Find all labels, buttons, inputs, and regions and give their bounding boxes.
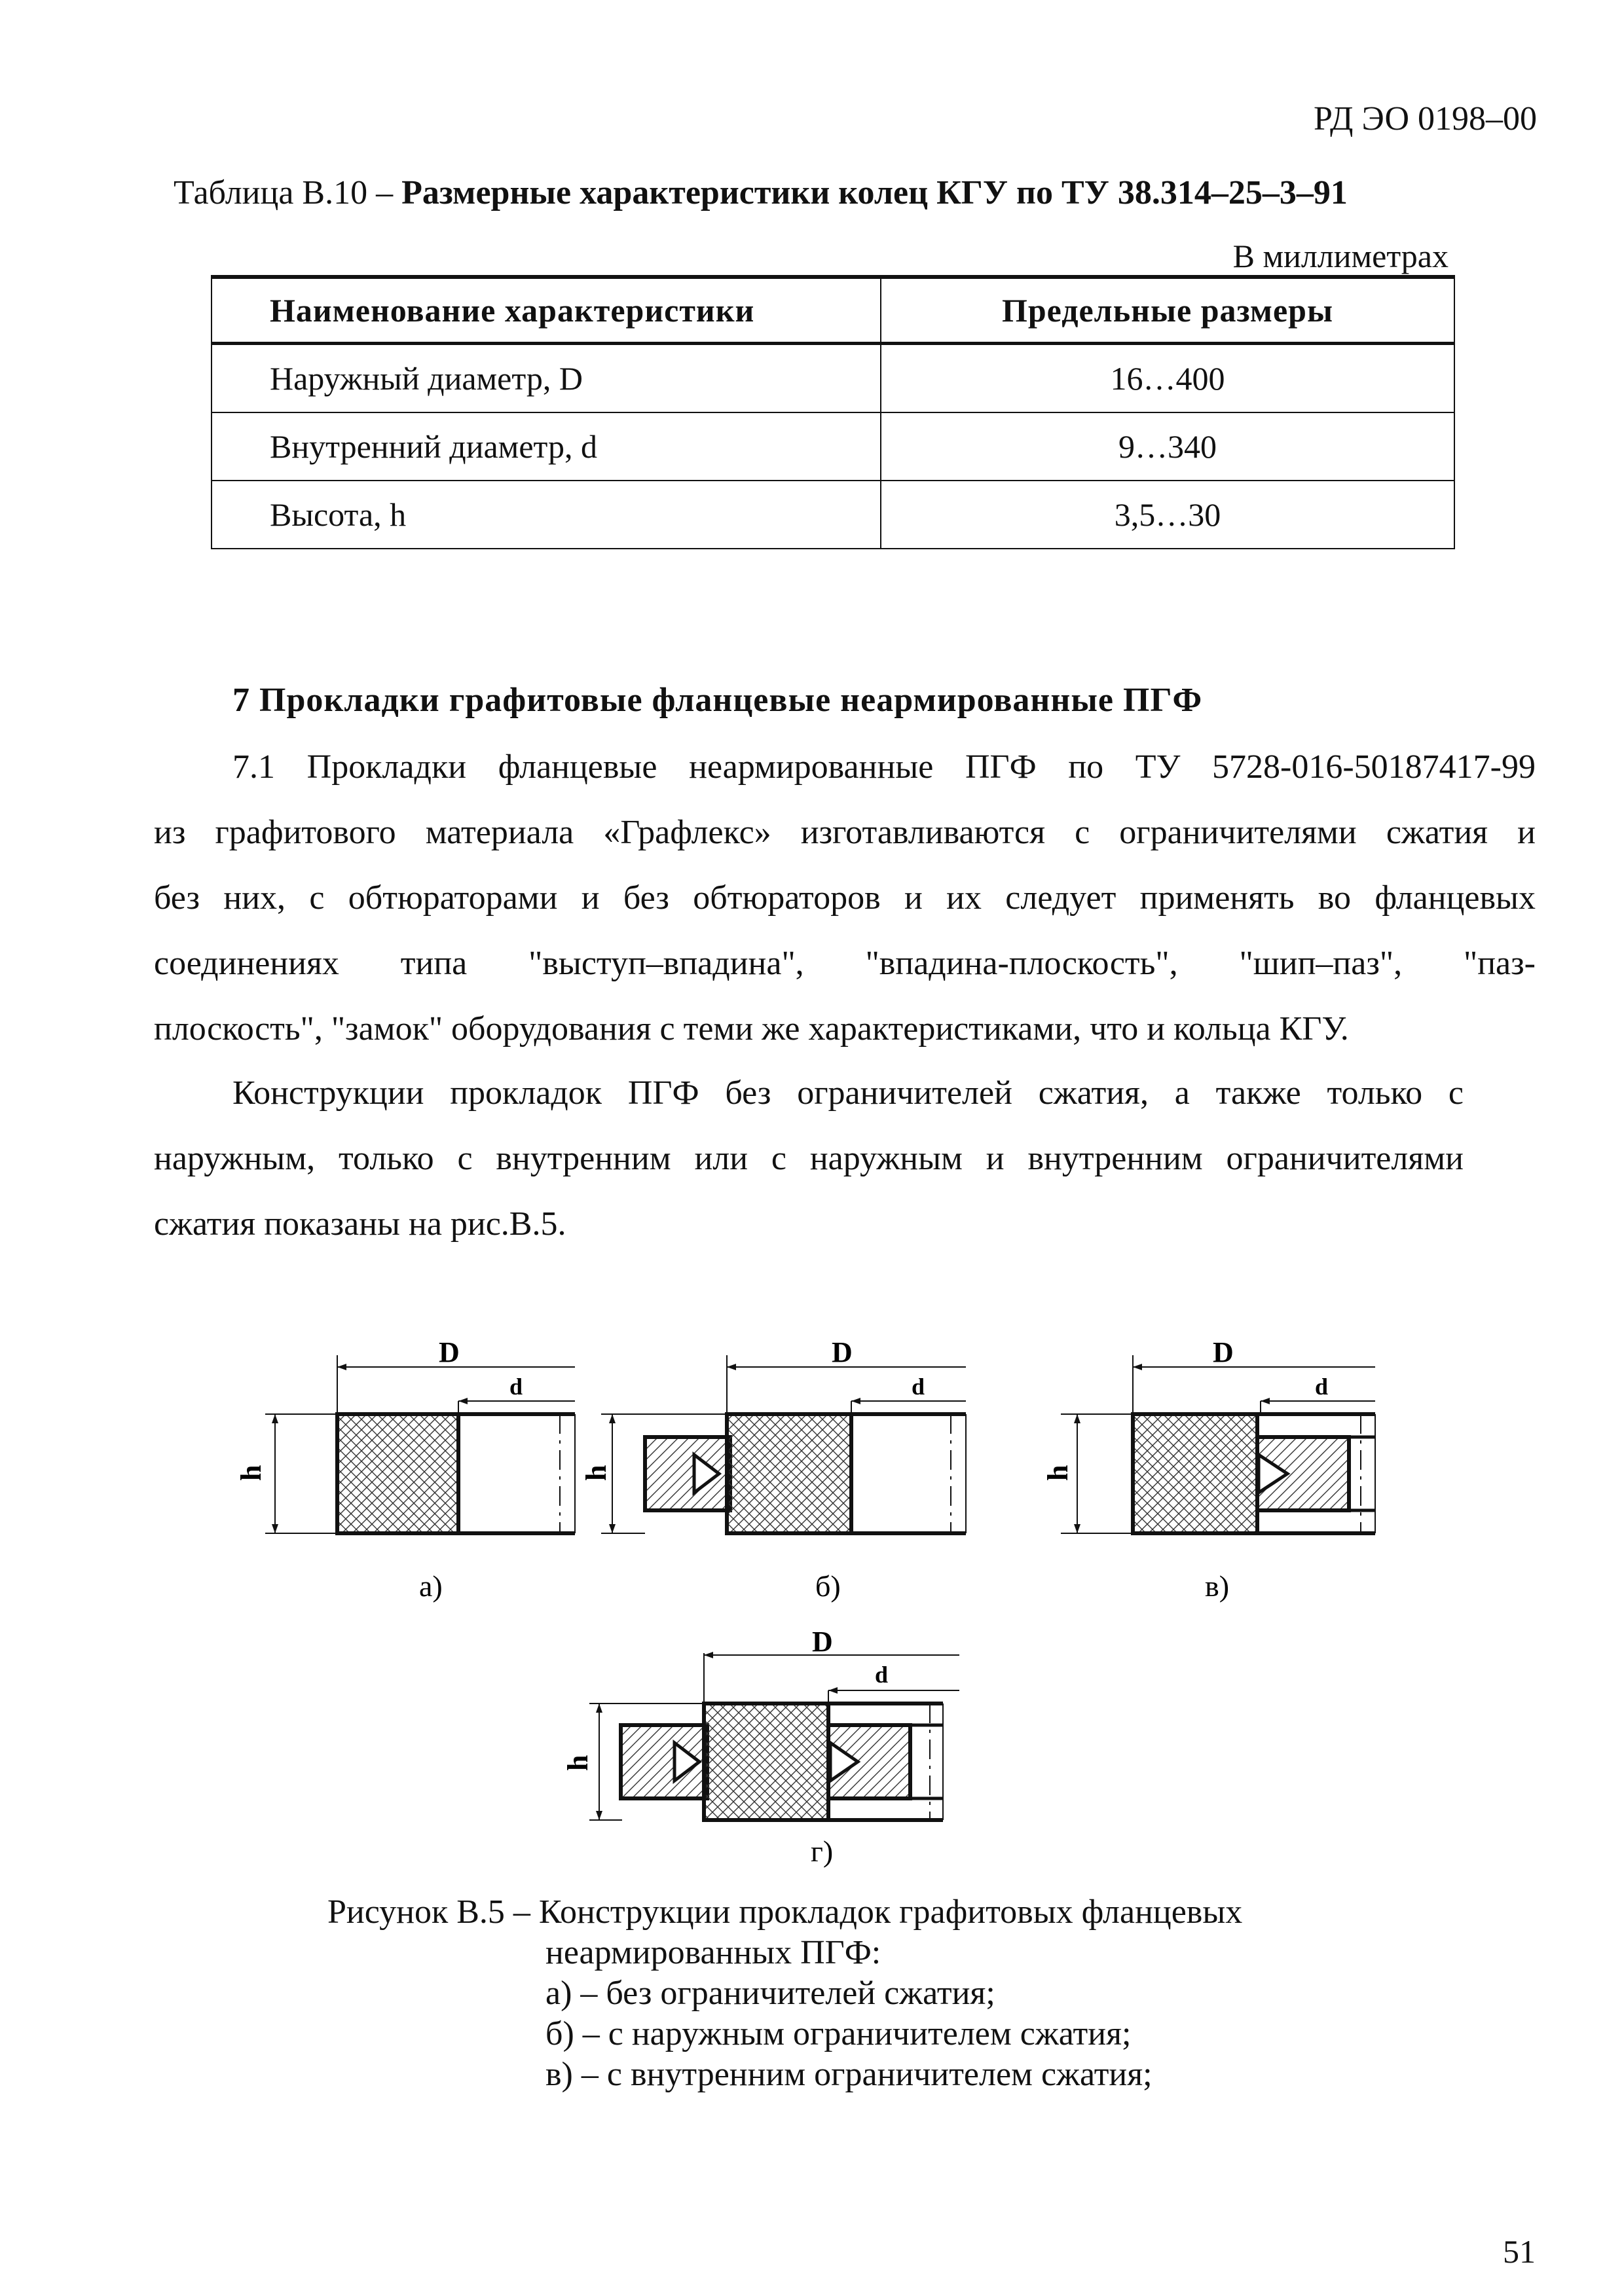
- panel-c-label: в): [1205, 1569, 1230, 1603]
- figure-caption-item: б) – с наружным ограничителем сжатия;: [545, 2015, 1132, 2052]
- figure-caption-line: Рисунок В.5 – Конструкции прокладок графитовых фланцевых: [327, 1893, 1243, 1931]
- paragraph-line: Конструкции прокладок ПГФ без ограничителей сжатия, а также только с: [232, 1074, 1464, 1112]
- panel-a-height-label: h: [235, 1465, 267, 1481]
- paragraph-line: наружным, только с внутренним или с наружным и внутренним ограничителями: [154, 1140, 1464, 1177]
- figure-caption-item: в) – с внутренним ограничителем сжатия;: [545, 2056, 1153, 2093]
- panel-b-label: б): [815, 1569, 841, 1603]
- document-code: РД ЭО 0198–00: [1314, 100, 1537, 137]
- figure-caption-line: неармированных ПГФ:: [545, 1934, 881, 1971]
- panel-a-drawing: [265, 1355, 575, 1533]
- column-header-limits: Предельные размеры: [881, 277, 1454, 344]
- page-number: 51: [1503, 2233, 1536, 2270]
- panel-d-height-label: h: [562, 1755, 594, 1771]
- cell-value: 3,5…30: [881, 481, 1454, 549]
- paragraph-line: без них, с обтюраторами и без обтюраторов и их следует применять во фланцевых: [154, 879, 1536, 917]
- panel-c-height-label: h: [1042, 1465, 1074, 1481]
- paragraph-line: из графитового материала «Графлекс» изготавливаются с ограничителями сжатия и: [154, 814, 1536, 851]
- figure-caption: [327, 1892, 1242, 2095]
- panel-c-inner-diameter-label: d: [1315, 1374, 1329, 1400]
- panel-d-label: г): [811, 1834, 834, 1868]
- paragraph-line: плоскость", "замок" оборудования с теми же характеристиками, что и кольца КГУ.: [154, 1010, 1349, 1048]
- cell-name: Высота, h: [212, 481, 881, 549]
- paragraph-line: 7.1 Прокладки фланцевые неармированные ПГФ по ТУ 5728-016-50187417-99: [232, 748, 1536, 786]
- panel-b-height-label: h: [580, 1465, 612, 1481]
- panel-c-outer-diameter-label: D: [1213, 1336, 1234, 1368]
- paragraph-line: соединениях типа "выступ–впадина", "впадина-плоскость", "шип–паз", "паз-: [154, 945, 1536, 982]
- panel-d-drawing: [589, 1653, 959, 1820]
- panel-b-outer-diameter-label: D: [832, 1336, 853, 1368]
- table-caption-prefix: Таблица В.10 –: [174, 174, 394, 211]
- panel-a-label: а): [419, 1569, 443, 1603]
- column-header-name: Наименование характеристики: [212, 277, 881, 344]
- cell-value: 9…340: [881, 412, 1454, 481]
- paragraph-line: сжатия показаны на рис.В.5.: [154, 1205, 566, 1243]
- table-caption-title: Размерные характеристики колец КГУ по ТУ 38.314–25–3–91: [401, 174, 1348, 211]
- panel-d-outer-diameter-label: D: [812, 1626, 833, 1658]
- panel-a-outer-diameter-label: D: [439, 1336, 460, 1368]
- panel-a-inner-diameter-label: d: [509, 1374, 523, 1400]
- panel-d-inner-diameter-label: d: [875, 1662, 889, 1688]
- figure-caption-item: а) – без ограничителей сжатия;: [545, 1975, 995, 2012]
- cell-value: 16…400: [881, 344, 1454, 413]
- section-heading: 7 Прокладки графитовые фланцевые неармированные ПГФ: [232, 682, 1203, 719]
- table-units: В миллиметрах: [1232, 238, 1449, 274]
- cell-name: Внутренний диаметр, d: [212, 412, 881, 481]
- cell-name: Наружный диаметр, D: [212, 344, 881, 413]
- panel-b-inner-diameter-label: d: [912, 1374, 925, 1400]
